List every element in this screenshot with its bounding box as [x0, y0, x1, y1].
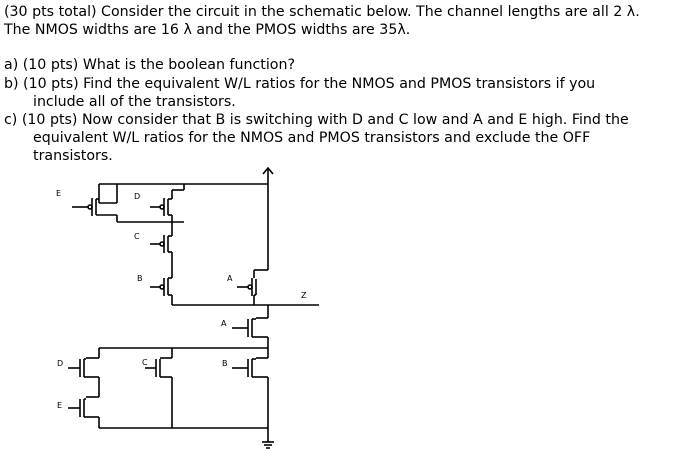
- label-b-nmos: B: [222, 359, 228, 368]
- question-b-line-1: b) (10 pts) Find the equivalent W/L ratios for the NMOS and PMOS transistors if you: [4, 76, 596, 92]
- label-b-pmos: B: [137, 274, 143, 283]
- intro-line-2: The NMOS widths are 16 λ and the PMOS widths are 35λ.: [4, 22, 411, 38]
- pmos-c: [150, 222, 172, 272]
- label-a-nmos: A: [221, 319, 227, 328]
- intro-line-1: (30 pts total) Consider the circuit in the schematic below. The channel lengths are all 2 λ.: [4, 4, 640, 20]
- nmos-a: [232, 305, 268, 348]
- label-e-nmos: E: [57, 401, 63, 410]
- question-a: a) (10 pts) What is the boolean function?: [4, 57, 295, 73]
- label-c-pmos: C: [134, 232, 140, 241]
- question-c-line-3: transistors.: [33, 148, 113, 164]
- nmos-e: [68, 397, 99, 428]
- question-b-line-2: include all of the transistors.: [33, 94, 236, 110]
- label-a-pmos: A: [227, 274, 233, 283]
- label-c-nmos: C: [142, 358, 148, 367]
- ground-icon: [262, 442, 274, 448]
- label-e-pmos: E: [56, 189, 62, 198]
- nmos-d: [68, 348, 99, 397]
- question-c-line-1: c) (10 pts) Now consider that B is switching with D and C low and A and E high. Find the: [4, 112, 629, 128]
- pmos-b: [150, 272, 172, 305]
- pmos-e: [72, 198, 117, 216]
- label-d-nmos: D: [57, 359, 64, 368]
- question-c-line-2: equivalent W/L ratios for the NMOS and PMOS transistors and exclude the OFF: [33, 130, 591, 146]
- vdd-arrow-icon: [263, 168, 273, 184]
- pmos-d: [150, 190, 172, 222]
- label-z-output: Z: [301, 291, 307, 300]
- nmos-c: [145, 348, 172, 428]
- label-d-pmos: D: [134, 192, 141, 201]
- pmos-a: [237, 270, 268, 305]
